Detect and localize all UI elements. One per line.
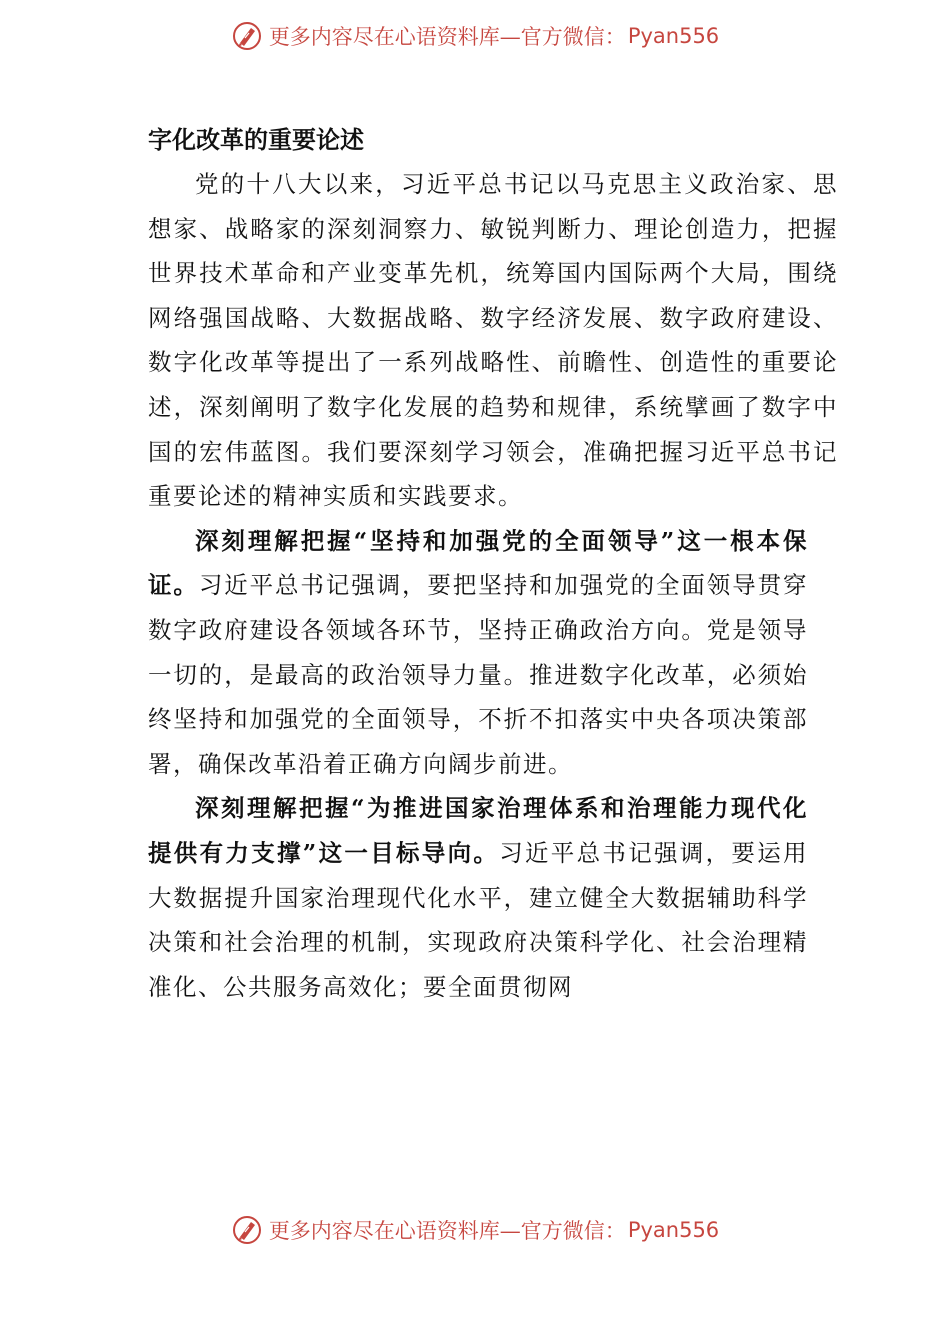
watermark-wechat-id: Pyan556 xyxy=(627,24,720,48)
document-body xyxy=(148,118,838,1009)
paragraph-lead: 深刻理解把握“为推进国家治理体系和治理能力现代化提供有力支撑”这一目标导向。 xyxy=(148,794,808,867)
paragraph-party-leadership xyxy=(148,519,808,787)
paragraph-lead: 深刻理解把握“坚持和加强党的全面领导”这一根本保证。 xyxy=(148,526,808,600)
watermark-header xyxy=(0,18,950,54)
paragraph-intro xyxy=(148,162,838,519)
watermark-text: 更多内容尽在心语资料库—官方微信： xyxy=(268,25,626,49)
section-heading: 字化改革的重要论述 xyxy=(148,126,364,154)
paragraph-governance-goal xyxy=(148,786,808,1009)
watermark-footer xyxy=(0,1212,950,1248)
watermark-text: 更多内容尽在心语资料库—官方微信： xyxy=(268,1219,626,1243)
pen-nib-logo-icon xyxy=(231,20,263,52)
paragraph-body: 习近平总书记强调，要运用大数据提升国家治理现代化水平，建立健全大数据辅助科学决策和社会治理的机制，实现政府决策科学化、社会治理精准化、公共服务高效化；要全面贯彻网 xyxy=(148,838,808,1001)
watermark-wechat-id: Pyan556 xyxy=(627,1218,720,1242)
paragraph-body: 习近平总书记强调，要把坚持和加强党的全面领导贯穿数字政府建设各领域各环节，坚持正确政治方向。党是领导一切的，是最高的政治领导力量。推进数字化改革，必须始终坚持和加强党的全面领导，不折不扣落实中央各项决策部署，确保改革沿着正确方向阔步前进。 xyxy=(148,571,809,778)
pen-nib-logo-icon xyxy=(231,1214,263,1246)
paragraph-body: 党的十八大以来，习近平总书记以马克思主义政治家、思想家、战略家的深刻洞察力、敏锐判断力、理论创造力，把握世界技术革命和产业变革先机，统筹国内国际两个大局，围绕网络强国战略、大数据战略、数字经济发展、数字政府建设、数字化改革等提出了一系列战略性、前瞻性、创造性的重要论述，深刻阐明了数字化发展的趋势和规律，系统擘画了数字中国的宏伟蓝图。我们要深刻学习领会，准确把握习近平总书记重要论述的精神实质和实践要求。 xyxy=(148,170,838,511)
